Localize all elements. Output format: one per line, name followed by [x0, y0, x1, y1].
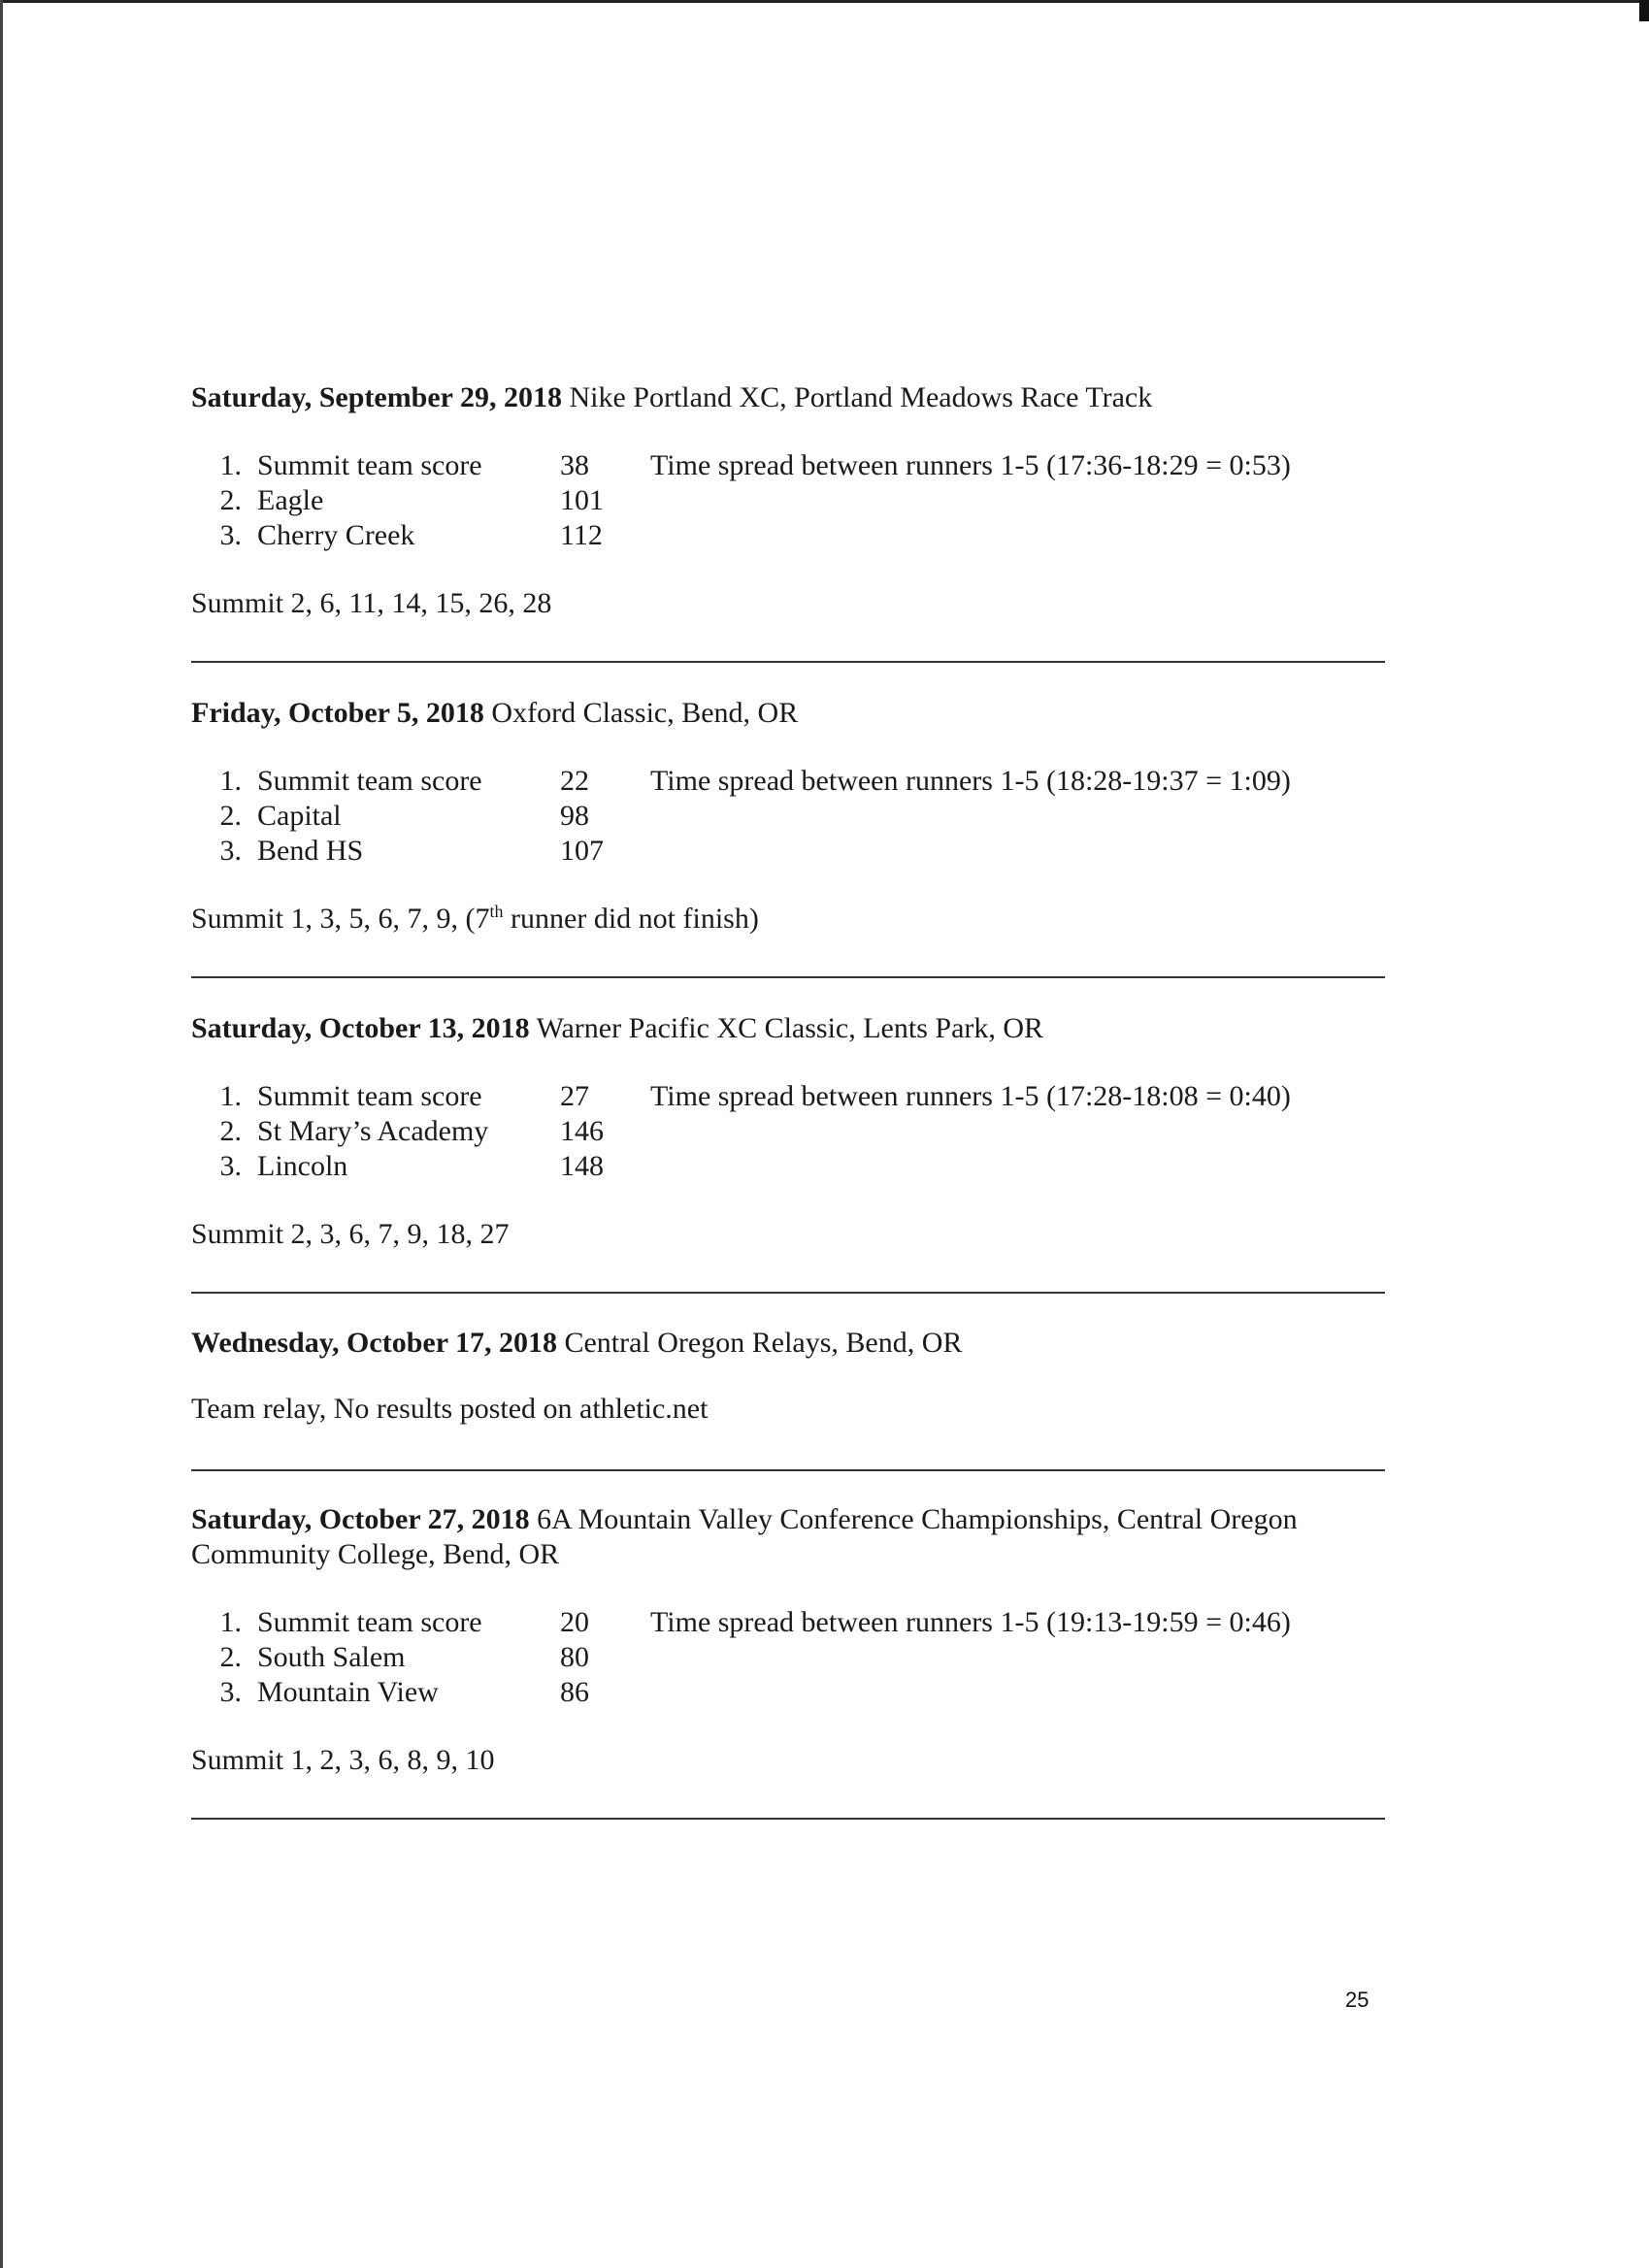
result-place: 1.: [219, 1080, 242, 1112]
ordinal-suffix: th: [489, 902, 504, 921]
time-spread: [650, 799, 1385, 834]
divider: [191, 976, 1385, 978]
result-place: 2.: [219, 1115, 242, 1147]
results-list: [191, 1079, 1385, 1184]
result-row: [191, 518, 1385, 553]
meet-oxford-classic: [191, 696, 1385, 966]
meet-heading: [191, 1326, 1385, 1361]
time-spread: Time spread between runners 1-5 (17:28-18:08 = 0:40): [650, 1080, 1291, 1112]
meet-date: Saturday, October 13, 2018: [191, 1012, 530, 1044]
result-score: 101: [560, 484, 604, 516]
result-score: 86: [560, 1676, 589, 1708]
time-spread: Time spread between runners 1-5 (19:13-19:59 = 0:46): [650, 1606, 1291, 1638]
result-row: [191, 483, 1385, 518]
results-list: [191, 448, 1385, 553]
result-row: [191, 1640, 1385, 1675]
scan-edge-left: [0, 0, 3, 2268]
result-place: 3.: [219, 835, 242, 867]
divider: [191, 661, 1385, 663]
scan-edge-top: [0, 0, 1649, 3]
meet-event: Oxford Classic, Bend, OR: [483, 697, 799, 729]
summit-finishers: Summit 2, 3, 6, 7, 9, 18, 27: [191, 1218, 510, 1250]
result-place: 3.: [219, 1676, 242, 1708]
result-score: 20: [560, 1606, 589, 1638]
result-score: 107: [560, 835, 604, 867]
result-team: Summit team score: [257, 1606, 482, 1638]
result-score: 112: [560, 519, 603, 551]
result-row: [191, 1605, 1385, 1640]
result-team: Summit team score: [257, 765, 482, 797]
time-spread: [650, 518, 1385, 553]
result-row: [191, 799, 1385, 834]
meet-note: Team relay, No results posted on athletic.net: [191, 1393, 709, 1425]
result-place: 2.: [219, 1641, 242, 1673]
result-score: 146: [560, 1115, 604, 1147]
meet-heading: [191, 380, 1385, 415]
time-spread: [650, 1640, 1385, 1675]
time-spread: Time spread between runners 1-5 (18:28-19:37 = 1:09): [650, 765, 1291, 797]
meet-date: Saturday, October 27, 2018: [191, 1503, 530, 1535]
result-team: Lincoln: [257, 1150, 348, 1182]
result-place: 2.: [219, 484, 242, 516]
meet-heading: [191, 696, 1385, 731]
result-team: Eagle: [257, 484, 324, 516]
divider: [191, 1469, 1385, 1471]
meet-mountain-valley-championships: [191, 1502, 1385, 1807]
result-place: 3.: [219, 1150, 242, 1182]
result-team: Capital: [257, 800, 342, 832]
finishers-note: runner did not finish): [503, 903, 759, 935]
finishers-text: Summit 1, 3, 5, 6, 7, 9, (7: [191, 903, 490, 935]
summit-finishers: Summit 1, 2, 3, 6, 8, 9, 10: [191, 1744, 495, 1776]
divider: [191, 1818, 1385, 1820]
meet-event: Central Oregon Relays, Bend, OR: [556, 1327, 963, 1359]
result-place: 1.: [219, 449, 242, 481]
results-list: [191, 1605, 1385, 1710]
time-spread: Time spread between runners 1-5 (17:36-18:29 = 0:53): [650, 449, 1291, 481]
result-row: [191, 764, 1385, 799]
result-row: [191, 834, 1385, 869]
meet-date: Wednesday, October 17, 2018: [191, 1327, 557, 1359]
result-place: 1.: [219, 765, 242, 797]
result-team: Cherry Creek: [257, 519, 415, 551]
meet-event: Warner Pacific XC Classic, Lents Park, OR: [529, 1012, 1044, 1044]
meet-event: 6A Mountain Valley Conference Championships, Central Oregon Community College, Bend, OR: [191, 1503, 1298, 1570]
summit-finishers: Summit 2, 6, 11, 14, 15, 26, 28: [191, 587, 552, 619]
time-spread: [650, 483, 1385, 518]
meet-nike-portland: [191, 380, 1385, 650]
result-score: 98: [560, 800, 589, 832]
meet-warner-pacific: [191, 1011, 1385, 1281]
time-spread: [650, 834, 1385, 869]
meet-heading: [191, 1502, 1385, 1572]
divider: [191, 1292, 1385, 1294]
result-team: South Salem: [257, 1641, 406, 1673]
result-row: [191, 448, 1385, 483]
result-team: Summit team score: [257, 449, 482, 481]
time-spread: [650, 1114, 1385, 1149]
result-row: [191, 1114, 1385, 1149]
result-team: St Mary’s Academy: [257, 1115, 489, 1147]
result-row: [191, 1079, 1385, 1114]
meet-event: Nike Portland XC, Portland Meadows Race Track: [561, 381, 1153, 413]
page-number: 25: [1345, 1988, 1369, 2012]
result-team: Summit team score: [257, 1080, 482, 1112]
meet-heading: [191, 1011, 1385, 1046]
result-row: [191, 1149, 1385, 1184]
result-score: 148: [560, 1150, 604, 1182]
result-team: Mountain View: [257, 1676, 439, 1708]
meet-central-oregon-relays: [191, 1326, 1385, 1456]
result-place: 3.: [219, 519, 242, 551]
result-place: 1.: [219, 1606, 242, 1638]
meet-date: Friday, October 5, 2018: [191, 697, 484, 729]
time-spread: [650, 1675, 1385, 1710]
result-score: 38: [560, 449, 589, 481]
result-team: Bend HS: [257, 835, 364, 867]
scan-edge-mark: [1639, 0, 1649, 21]
result-score: 22: [560, 765, 589, 797]
result-score: 80: [560, 1641, 589, 1673]
time-spread: [650, 1149, 1385, 1184]
results-list: [191, 764, 1385, 869]
meet-date: Saturday, September 29, 2018: [191, 381, 562, 413]
result-score: 27: [560, 1080, 589, 1112]
result-place: 2.: [219, 800, 242, 832]
summit-finishers: [191, 902, 1385, 937]
result-row: [191, 1675, 1385, 1710]
